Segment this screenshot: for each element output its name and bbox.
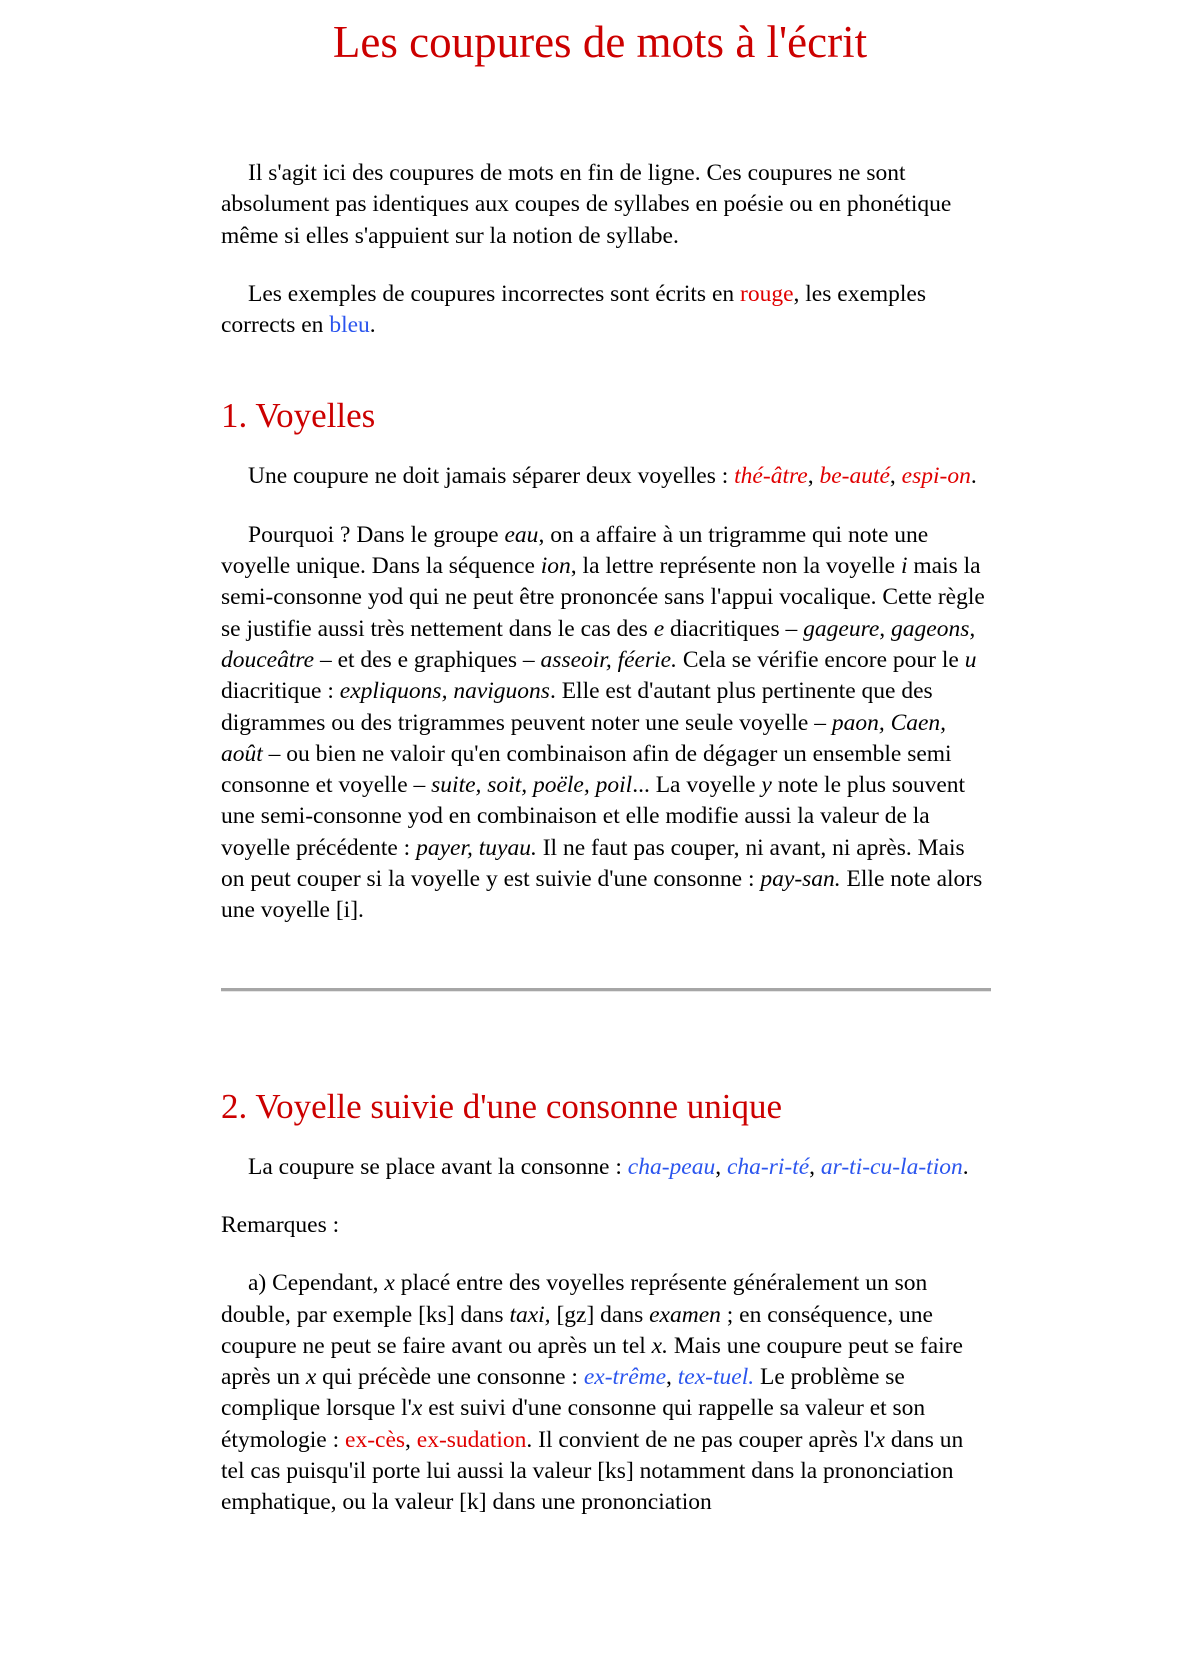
text: est suivi d'une consonne qui rappelle sa valeur et son étymologie : <box>221 1395 926 1453</box>
legend-text: , les exemples corrects en <box>221 280 927 339</box>
italic-term: x <box>384 1270 395 1297</box>
text: . Il convient de ne pas couper après l' <box>526 1426 875 1453</box>
text: qui précède une consonne : <box>316 1364 584 1391</box>
text: , <box>405 1426 417 1453</box>
article-body <box>221 158 991 1546</box>
text: La coupure se place avant la consonne : <box>248 1153 628 1180</box>
text: [gz] dans <box>550 1301 650 1328</box>
incorrect-example: ex-sudation <box>416 1426 527 1453</box>
correct-example: cha-peau <box>627 1153 716 1180</box>
voyelles-rule-paragraph <box>221 461 991 492</box>
italic-term: asseoir, féerie. <box>540 646 677 673</box>
text: – et des e graphiques – <box>314 646 541 673</box>
text: , <box>715 1153 727 1180</box>
text: . Elle est d'autant plus pertinente que des digrammes ou des trigrammes peuvent noter une seule voyelle – <box>221 678 933 736</box>
correct-example: cha-ri-té <box>726 1153 810 1180</box>
italic-term: eau <box>504 521 539 548</box>
remark-a-paragraph <box>221 1268 991 1518</box>
section-heading-voyelle-consonne: 2. Voyelle suivie d'une consonne unique <box>221 1086 783 1126</box>
text: Elle note alors une voyelle [i]. <box>221 866 983 924</box>
legend-paragraph <box>221 279 991 342</box>
legend-blue-word: bleu <box>329 312 370 339</box>
correct-example: tex-tuel. <box>677 1364 755 1391</box>
voyelles-explanation-paragraph <box>221 520 991 927</box>
text: , <box>807 463 820 490</box>
italic-term: expliquons, naviguons <box>339 678 550 705</box>
italic-term: x <box>874 1426 885 1453</box>
italic-term: u <box>964 646 977 673</box>
legend-text: Les exemples de coupures incorrectes sont écrits en <box>248 280 741 307</box>
text: diacritique : <box>221 678 340 705</box>
text: ... La voyelle <box>632 772 762 799</box>
text: a) Cependant, <box>248 1270 385 1297</box>
horizontal-rule <box>221 988 991 992</box>
text: dans un tel cas puisqu'il porte lui aussi la valeur [ks] notamment dans la prononciation emphatique, ou la valeur [k] dans une prononciation <box>221 1426 964 1516</box>
text: , la lettre représente non la voyelle <box>570 553 901 580</box>
italic-term: x <box>411 1395 423 1422</box>
text: – ou bien ne valoir qu'en combinaison afin de dégager un ensemble semi consonne et voyelle – <box>221 740 952 799</box>
text: , <box>889 463 902 490</box>
text: Pourquoi ? Dans le groupe <box>248 521 505 548</box>
text: Une coupure ne doit jamais séparer deux voyelles : <box>248 463 735 490</box>
italic-term: i <box>900 553 908 580</box>
italic-term: pay-san. <box>760 866 841 893</box>
italic-term: examen <box>649 1301 721 1328</box>
intro-paragraph: Il s'agit ici des coupures de mots en fin de ligne. Ces coupures ne sont absolument pas identiques aux coupes de syllabes en poésie ou en phonétique même si elles s'appuient sur la notion de syllabe. <box>221 160 952 249</box>
text: , on a affaire à un trigramme qui note une voyelle unique. Dans la séquence <box>221 521 929 580</box>
italic-term: ion <box>540 553 571 580</box>
legend-red-word: rouge <box>740 280 794 307</box>
text: . <box>962 1153 969 1180</box>
text: ; en conséquence, une coupure ne peut se faire avant ou après un tel <box>221 1301 933 1359</box>
italic-term: x <box>305 1364 317 1391</box>
text: placé entre des voyelles représente généralement un son double, par exemple [ks] dans <box>221 1270 928 1328</box>
correct-example: ar-ti-cu-la-tion <box>820 1153 963 1180</box>
text: diacritiques – <box>664 615 804 642</box>
remarks-label: Remarques : <box>221 1211 340 1238</box>
text: mais la semi-consonne yod qui ne peut être prononcée sans l'appui vocalique. Cette règle se justifie aussi très nettement dans le cas des <box>221 553 985 642</box>
text: , <box>809 1153 821 1180</box>
page-title: Les coupures de mots à l'écrit <box>332 17 868 67</box>
text: note le plus souvent une semi-consonne yod en combinaison et elle modifie aussi la valeur de la voyelle précédente : <box>221 772 966 861</box>
text: Il ne faut pas couper, ni avant, ni après. Mais on peut couper si la voyelle y est suivie d'une consonne : <box>221 834 965 893</box>
consonne-rule-paragraph <box>221 1152 991 1183</box>
italic-term: payer, tuyau. <box>416 834 537 861</box>
incorrect-example: thé-âtre <box>734 463 808 490</box>
italic-term: paon, Caen, août <box>221 709 947 767</box>
text: . <box>970 463 977 490</box>
text: Mais une coupure peut se faire après un <box>221 1332 963 1391</box>
section-heading-voyelles: 1. Voyelles <box>221 396 376 436</box>
incorrect-example: ex-cès <box>345 1426 406 1453</box>
text: Cela se vérifie encore pour le <box>676 646 965 673</box>
italic-term: taxi, <box>509 1301 551 1328</box>
incorrect-example: espi-on <box>901 463 971 490</box>
italic-term: suite, soit, poële, poil <box>431 772 633 799</box>
italic-term: x. <box>651 1332 668 1359</box>
incorrect-example: be-auté <box>819 463 890 490</box>
correct-example: ex-trême <box>583 1364 667 1391</box>
italic-term: gageure, gageons, douceâtre <box>221 615 976 673</box>
text: Le problème se complique lorsque l' <box>221 1364 905 1422</box>
legend-text: . <box>369 312 376 339</box>
italic-term: y <box>761 772 772 799</box>
text: , <box>666 1364 678 1391</box>
italic-term: e <box>653 615 665 642</box>
